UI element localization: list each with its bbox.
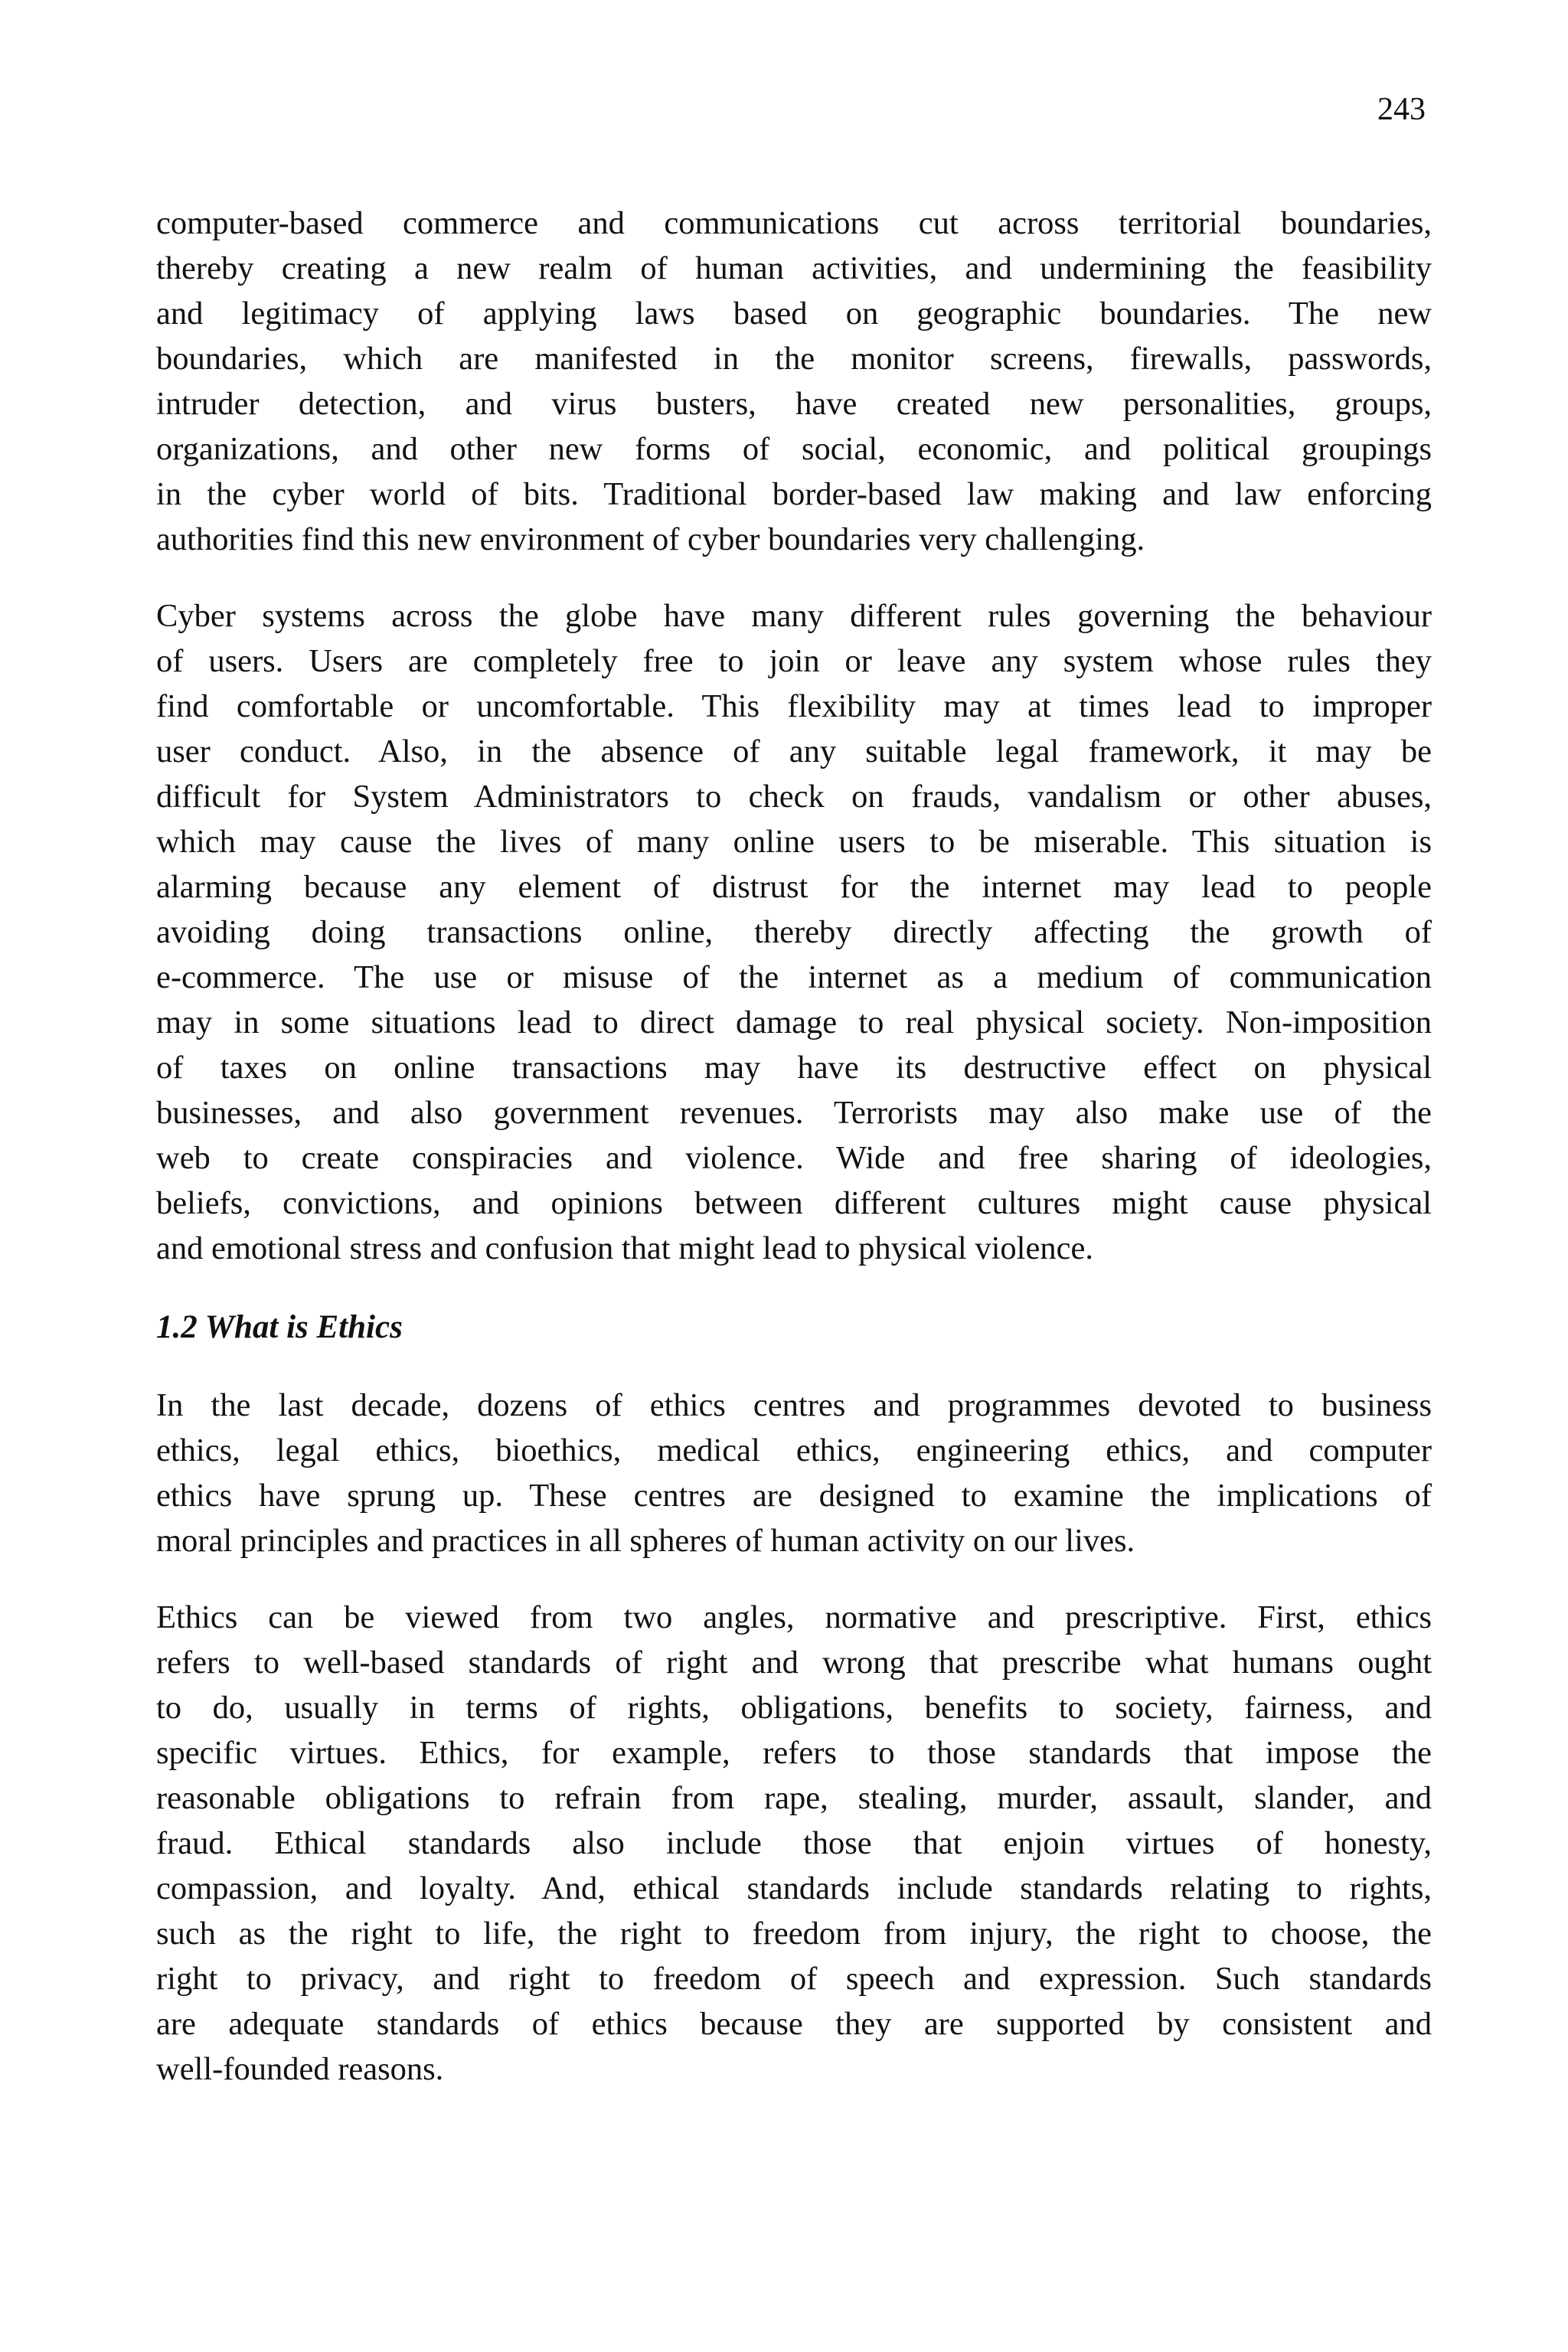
text-line: Ethics can be viewed from two angles, normative and prescriptive. First, ethics [156,1599,1432,1635]
text-line: moral principles and practices in all spheres of human activity on our lives. [156,1523,1135,1559]
text-line: e-commerce. The use or misuse of the internet as a medium of communication [156,959,1432,995]
text-line: avoiding doing transactions online, thereby directly affecting the growth of [156,914,1432,950]
text-line: difficult for System Administrators to check on frauds, vandalism or other abuses, [156,779,1432,815]
text-line: compassion, and loyalty. And, ethical standards include standards relating to rights, [156,1870,1432,1906]
text-line: may in some situations lead to direct damage to real physical society. Non-imposition [156,1004,1432,1040]
text-line: organizations, and other new forms of social, economic, and political groupings [156,431,1432,467]
text-line: alarming because any element of distrust for the internet may lead to people [156,869,1432,905]
text-line: and emotional stress and confusion that might lead to physical violence. [156,1230,1093,1266]
text-line: refers to well-based standards of right and wrong that prescribe what humans ought [156,1645,1432,1681]
paragraph-4 [156,1595,1432,2092]
text-line: web to create conspiracies and violence. Wide and free sharing of ideologies, [156,1140,1432,1176]
text-line: reasonable obligations to refrain from rape, stealing, murder, assault, slander, and [156,1780,1432,1816]
text-line: user conduct. Also, in the absence of any suitable legal framework, it may be [156,733,1432,769]
text-line: ethics have sprung up. These centres are designed to examine the implications of [156,1478,1432,1514]
paragraph-1 [156,201,1432,562]
text-line: right to privacy, and right to freedom of speech and expression. Such standards [156,1961,1432,1997]
text-line: which may cause the lives of many online users to be miserable. This situation is [156,824,1432,860]
page-number: 243 [1377,92,1426,127]
text-line: such as the right to life, the right to freedom from injury, the right to choose, the [156,1916,1432,1952]
text-line: to do, usually in terms of rights, obligations, benefits to society, fairness, and [156,1690,1432,1726]
text-line: are adequate standards of ethics because they are supported by consistent and [156,2006,1432,2042]
text-line: of taxes on online transactions may have its destructive effect on physical [156,1050,1432,1086]
text-line: fraud. Ethical standards also include those that enjoin virtues of honesty, [156,1825,1432,1861]
section-heading: 1.2 What is Ethics [156,1309,403,1345]
text-line: authorities find this new environment of cyber boundaries very challenging. [156,521,1145,557]
text-line: intruder detection, and virus busters, have created new personalities, groups, [156,386,1432,422]
text-line: In the last decade, dozens of ethics centres and programmes devoted to business [156,1387,1432,1423]
text-line: businesses, and also government revenues. Terrorists may also make use of the [156,1095,1432,1131]
paragraph-3 [156,1383,1432,1563]
text-line: well-founded reasons. [156,2051,444,2087]
text-line: ethics, legal ethics, bioethics, medical ethics, engineering ethics, and computer [156,1432,1432,1468]
text-line: boundaries, which are manifested in the monitor screens, firewalls, passwords, [156,341,1432,377]
text-line: find comfortable or uncomfortable. This flexibility may at times lead to improper [156,688,1432,724]
text-line: specific virtues. Ethics, for example, refers to those standards that impose the [156,1735,1432,1771]
text-line: thereby creating a new realm of human activities, and undermining the feasibility [156,250,1432,286]
body-text [156,201,1432,2123]
text-line: computer-based commerce and communications cut across territorial boundaries, [156,205,1432,241]
paragraph-2 [156,593,1432,1271]
text-line: in the cyber world of bits. Traditional border-based law making and law enforcing [156,476,1432,512]
text-line: and legitimacy of applying laws based on geographic boundaries. The new [156,296,1432,332]
text-line: of users. Users are completely free to join or leave any system whose rules they [156,643,1432,679]
text-line: Cyber systems across the globe have many different rules governing the behaviour [156,598,1432,634]
text-line: beliefs, convictions, and opinions between different cultures might cause physical [156,1185,1432,1221]
